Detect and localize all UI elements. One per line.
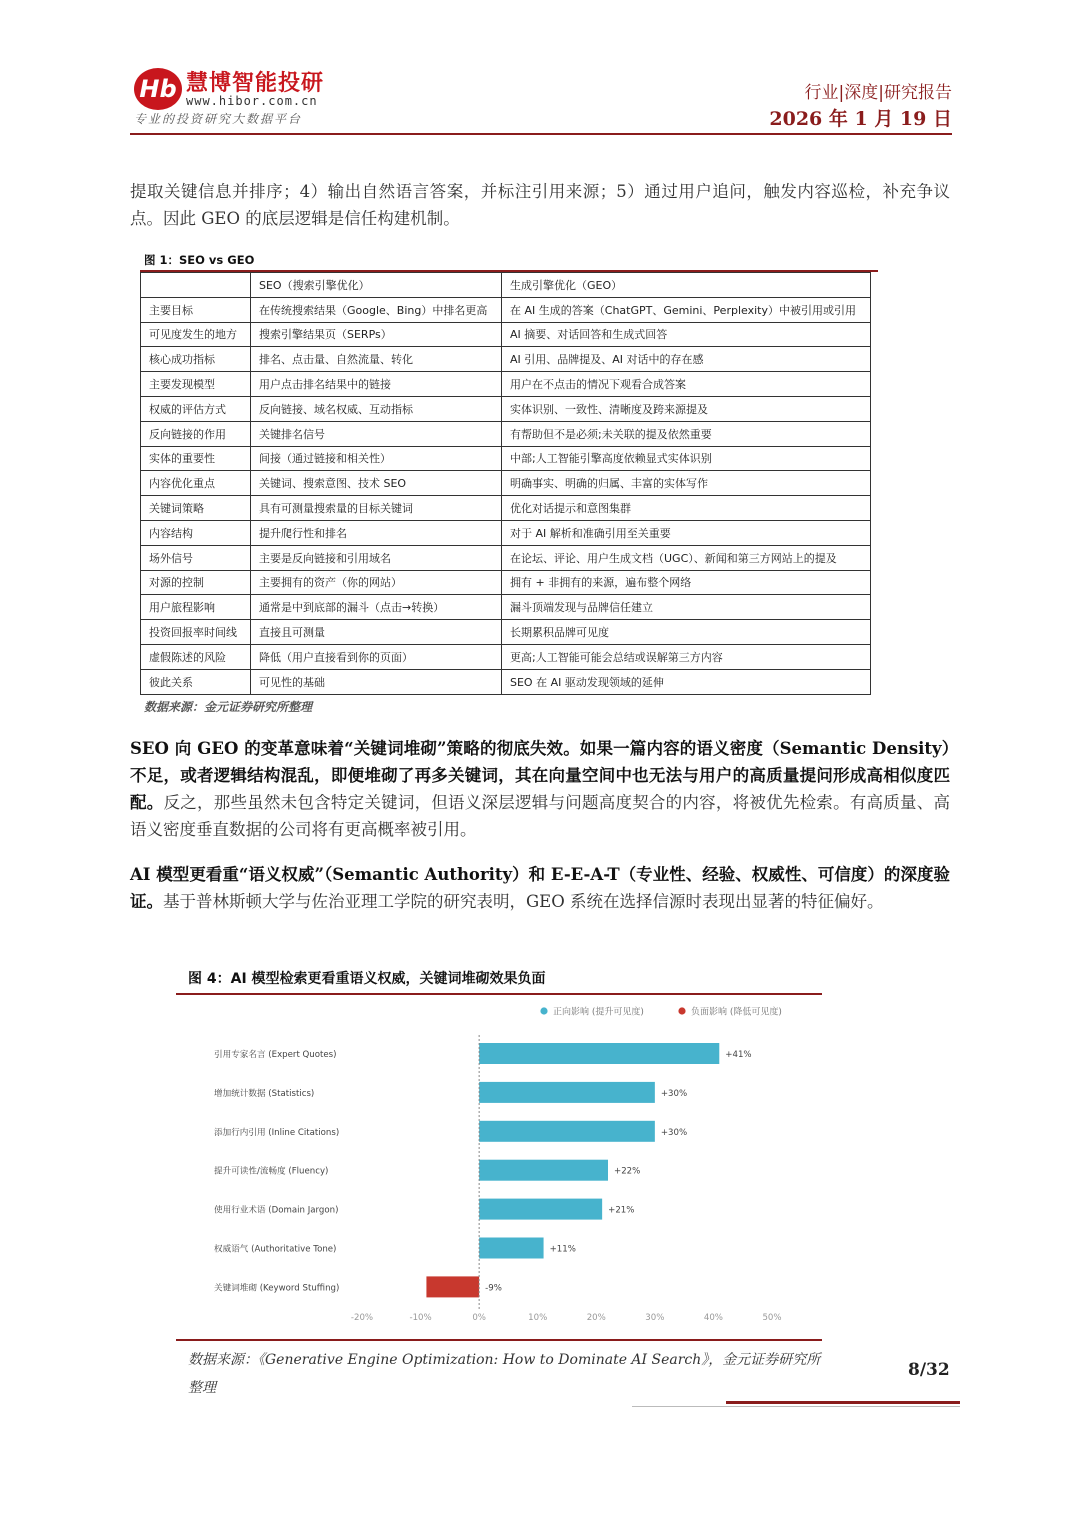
data-label: +22% [614, 1166, 641, 1177]
table-cell: 具有可测量搜索量的目标关键词 [251, 496, 502, 521]
table-cell: 更高;人工智能可能会总结或误解第三方内容 [502, 644, 871, 669]
table-cell: 长期累积品牌可见度 [502, 620, 871, 645]
table-cell: 用户在不点击的情况下观看合成答案 [502, 372, 871, 397]
table-cell: 内容结构 [141, 520, 251, 545]
table-row [141, 644, 871, 669]
table-cell: 彼此关系 [141, 669, 251, 694]
table-cell: 主要目标 [141, 297, 251, 322]
seo-geo-shift-paragraph [130, 735, 950, 843]
bar [479, 1199, 602, 1220]
seo-geo-shift-text: 反之，那些虽然未包含特定关键词，但语义深层逻辑与问题高度契合的内容，将被优先检索。有高质量、高语义密度垂直数据的公司将有更高概率被引用。 [130, 793, 951, 839]
table-cell: SEO（搜索引擎优化） [251, 273, 502, 298]
data-label: +11% [549, 1244, 576, 1255]
table-cell: 可见度发生的地方 [141, 322, 251, 347]
bar [426, 1276, 479, 1297]
category-label: 权威语气 (Authoritative Tone) [214, 1244, 337, 1255]
category-label: 关键词堆砌 (Keyword Stuffing) [214, 1283, 340, 1294]
table-cell: 间接（通过链接和相关性） [251, 446, 502, 471]
table-cell: 主要拥有的资产（你的网站） [251, 570, 502, 595]
semantic-authority-text: 基于普林斯顿大学与佐治亚理工学院的研究表明，GEO 系统在选择信源时表现出显著的特征偏好。 [163, 892, 884, 911]
bar [479, 1160, 608, 1181]
x-tick-label: -20% [350, 1313, 374, 1323]
table-cell: 对于 AI 解析和准确引用至关重要 [502, 520, 871, 545]
table-row [141, 372, 871, 397]
seo-geo-shift-bold: SEO 向 GEO 的变革意味着“关键词堆砌”策略的彻底失效。如果一篇内容的语义密度（Semantic Density）不足，或者逻辑结构混乱，即便堆砌了再多关键词，其在向量空间中也无法与用户的高质量提问形成高相似度匹配。 [130, 739, 950, 812]
geo-strategy-bar-chart [176, 995, 822, 1339]
table-row [141, 496, 871, 521]
table-cell: 反向链接、域名权威、互动指标 [251, 396, 502, 421]
category-label: 提升可读性/流畅度 (Fluency) [214, 1166, 329, 1177]
table-header-row [141, 273, 871, 298]
figure4-source: 数据来源：《Generative Engine Optimization: How to Dominate AI Search》，金元证券研究所整理 [188, 1352, 821, 1396]
table-cell: 优化对话提示和意图集群 [502, 496, 871, 521]
data-label: +21% [608, 1205, 635, 1216]
table-cell: 提升爬行性和排名 [251, 520, 502, 545]
category-label: 使用行业术语 (Domain Jargon) [214, 1205, 339, 1216]
table-row [141, 520, 871, 545]
table-cell: 在传统搜索结果（Google、Bing）中排名更高 [251, 297, 502, 322]
table-row [141, 620, 871, 645]
page-header [130, 62, 952, 134]
figure1-source: 数据来源：金元证券研究所整理 [144, 700, 313, 714]
table-cell: 直接且可测量 [251, 620, 502, 645]
table-row [141, 421, 871, 446]
bar [479, 1238, 543, 1259]
x-tick-label: 0% [472, 1313, 486, 1323]
table-cell: 中部;人工智能引擎高度依赖显式实体识别 [502, 446, 871, 471]
table-cell: 关键词策略 [141, 496, 251, 521]
figure4-bottom-divider [176, 1339, 822, 1341]
legend-label: 正向影响 (提升可见度) [553, 1007, 644, 1018]
table-cell: 拥有 + 非拥有的来源，遍布整个网络 [502, 570, 871, 595]
logo-name: 慧博智能投研 [186, 71, 325, 96]
table-cell: 生成引擎优化（GEO） [502, 273, 871, 298]
table-cell: AI 摘要、对话回答和生成式回答 [502, 322, 871, 347]
hibor-logo-icon: Hb [134, 68, 182, 110]
table-cell: 降低（用户直接看到你的页面） [251, 644, 502, 669]
table-cell: 实体的重要性 [141, 446, 251, 471]
table-cell: SEO 在 AI 驱动发现领域的延伸 [502, 669, 871, 694]
table-row [141, 347, 871, 372]
table-cell: 用户旅程影响 [141, 595, 251, 620]
bar [479, 1043, 719, 1064]
table-cell: 对源的控制 [141, 570, 251, 595]
table-cell: 反向链接的作用 [141, 421, 251, 446]
table-cell: 投资回报率时间线 [141, 620, 251, 645]
table-cell: 关键词、搜索意图、技术 SEO [251, 471, 502, 496]
x-tick-label: 50% [762, 1313, 782, 1323]
table-row [141, 595, 871, 620]
x-tick-label: 40% [703, 1313, 723, 1323]
table-cell: 通常是中到底部的漏斗（点击→转换） [251, 595, 502, 620]
figure4-title: 图 4：AI 模型检索更看重语义权威，关键词堆砌效果负面 [188, 971, 546, 987]
table-cell: 明确事实、明确的归属、丰富的实体写作 [502, 471, 871, 496]
semantic-authority-paragraph [130, 861, 950, 915]
table-cell: 有帮助但不是必须;未关联的提及依然重要 [502, 421, 871, 446]
table-row [141, 396, 871, 421]
table-cell: 内容优化重点 [141, 471, 251, 496]
figure1-title: 图 1：SEO vs GEO [144, 253, 255, 267]
x-tick-label: 30% [645, 1313, 665, 1323]
data-label: +41% [725, 1050, 752, 1060]
report-type: 行业|深度|研究报告 [804, 83, 952, 103]
table-cell: 搜索引擎结果页（SERPs） [251, 322, 502, 347]
table-cell: 可见性的基础 [251, 669, 502, 694]
data-label: -9% [485, 1283, 502, 1294]
table-cell: 关键排名信号 [251, 421, 502, 446]
intro-paragraph: 提取关键信息并排序；4）输出自然语言答案，并标注引用来源；5）通过用户追问，触发内容巡检，补充争议点。因此 GEO 的底层逻辑是信任构建机制。 [130, 182, 950, 228]
legend-label: 负面影响 (降低可见度) [691, 1007, 782, 1018]
table-cell: 实体识别、一致性、清晰度及跨来源提及 [502, 396, 871, 421]
x-tick-label: -10% [409, 1313, 432, 1323]
logo-slogan: 专业的投资研究大数据平台 [134, 112, 303, 126]
table-cell: AI 引用、品牌提及、AI 对话中的存在感 [502, 347, 871, 372]
table-row [141, 297, 871, 322]
data-label: +30% [660, 1127, 688, 1138]
chart-bars [214, 1043, 752, 1297]
footer-accent-line [726, 1401, 960, 1404]
table-cell: 核心成功指标 [141, 347, 251, 372]
table-cell: 主要发现模型 [141, 372, 251, 397]
category-label: 增加统计数据 (Statistics) [214, 1088, 315, 1099]
table-cell: 在 AI 生成的答案（ChatGPT、Gemini、Perplexity）中被引用或引用 [502, 297, 871, 322]
table-cell: 场外信号 [141, 545, 251, 570]
x-tick-label: 10% [528, 1313, 548, 1323]
data-label: +30% [660, 1088, 688, 1099]
bar [479, 1121, 655, 1142]
x-tick-label: 20% [586, 1313, 606, 1323]
table-row [141, 446, 871, 471]
table-row [141, 570, 871, 595]
header-divider [130, 133, 952, 135]
table-row [141, 669, 871, 694]
category-label: 添加行内引用 (Inline Citations) [214, 1127, 340, 1138]
footer-line [632, 1406, 960, 1407]
table-cell: 主要是反向链接和引用域名 [251, 545, 502, 570]
page-number: 8/32 [908, 1360, 950, 1380]
logo-url: www.hibor.com.cn [186, 94, 318, 108]
bar [479, 1082, 655, 1103]
chart-legend [540, 1006, 781, 1018]
table-cell: 漏斗顶端发现与品牌信任建立 [502, 595, 871, 620]
report-date: 2026 年 1 月 19 日 [769, 108, 952, 130]
table-cell: 排名、点击量、自然流量、转化 [251, 347, 502, 372]
table-cell: 权威的评估方式 [141, 396, 251, 421]
table-cell: 在论坛、评论、用户生成文档（UGC）、新闻和第三方网站上的提及 [502, 545, 871, 570]
table-row [141, 471, 871, 496]
legend-marker [678, 1007, 685, 1014]
table-row [141, 545, 871, 570]
table-row [141, 322, 871, 347]
seo-vs-geo-table [140, 272, 871, 695]
semantic-authority-bold: AI 模型更看重“语义权威”（Semantic Authority）和 E-E-A-T（专业性、经验、权威性、可信度）的深度验证。 [130, 865, 950, 911]
legend-marker [540, 1007, 547, 1014]
table-cell: 虚假陈述的风险 [141, 644, 251, 669]
table-cell [141, 273, 251, 298]
table-cell: 用户点击排名结果中的链接 [251, 372, 502, 397]
category-label: 引用专家名言 (Expert Quotes) [214, 1050, 337, 1060]
